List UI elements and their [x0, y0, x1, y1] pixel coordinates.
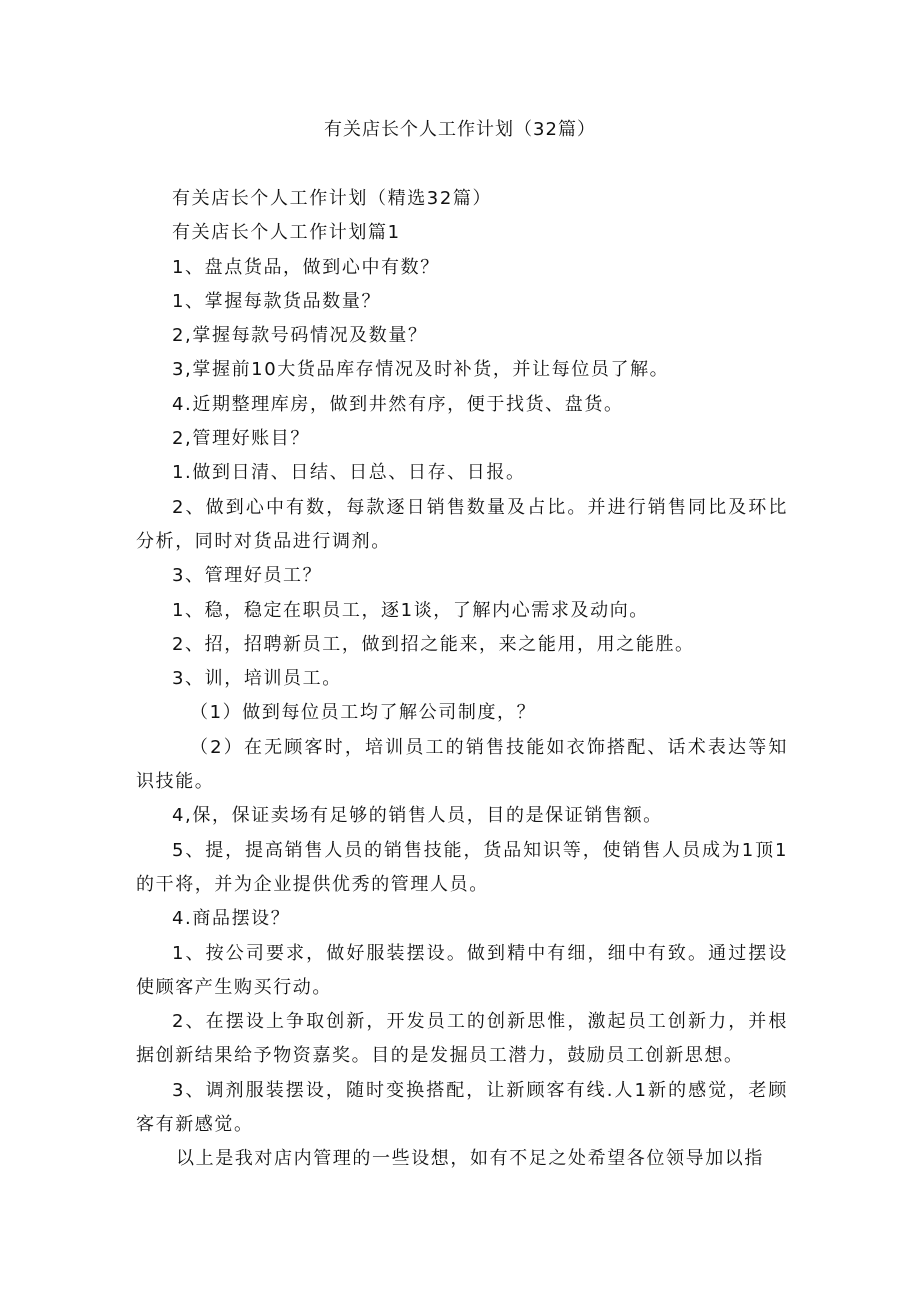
- paragraph: 4.近期整理库房，做到井然有序，便于找货、盘货。: [172, 393, 624, 415]
- paragraph: 2、在摆设上争取创新，开发员工的创新思惟，激起员工创新力，并根据创新结果给予物资嘉奖。目的是发掘员工潜力，鼓励员工创新思想。: [136, 1011, 788, 1067]
- paragraph: 2,管理好账目？: [172, 428, 310, 450]
- paragraph: 4.商品摆设？: [172, 908, 291, 930]
- paragraph: （1）做到每位员工均了解公司制度，？: [190, 702, 537, 724]
- paragraph: 2、招，招聘新员工，做到招之能来，来之能用，用之能胜。: [172, 633, 695, 655]
- paragraph: 1、按公司要求，做好服装摆设。做到精中有细，细中有致。通过摆设使顾客产生购买行动。: [136, 942, 788, 998]
- paragraph: 3、管理好员工？: [172, 565, 323, 587]
- paragraph: 4,保，保证卖场有足够的销售人员，目的是保证销售额。: [172, 805, 663, 827]
- paragraph: 以上是我对店内管理的一些设想，如有不足之处希望各位领导加以指: [176, 1148, 764, 1170]
- paragraph: 1、盘点货品，做到心中有数？: [172, 256, 440, 278]
- paragraph: （2）在无顾客时，培训员工的销售技能如衣饰搭配、话术表达等知识技能。: [136, 736, 788, 793]
- paragraph: 有关店长个人工作计划篇1: [172, 222, 401, 244]
- paragraph: 2,掌握每款号码情况及数量？: [172, 325, 428, 347]
- paragraph: 3、调剂服装摆设，随时变换搭配，让新顾客有线.人1新的感觉，老顾客有新感觉。: [136, 1079, 788, 1136]
- paragraph: 3,掌握前10大货品库存情况及时补货，并让每位员了解。: [172, 359, 670, 381]
- document-body: [136, 182, 788, 1177]
- paragraph: 3、训，培训员工。: [172, 668, 342, 690]
- paragraph: 1、稳，稳定在职员工，逐1谈，了解内心需求及动向。: [172, 599, 649, 621]
- document-title: 有关店长个人工作计划（32篇）: [324, 119, 596, 140]
- paragraph: 1.做到日清、日结、日总、日存、日报。: [172, 462, 526, 484]
- paragraph: 2、做到心中有数，每款逐日销售数量及占比。并进行销售同比及环比分析，同时对货品进行调剂。: [136, 496, 788, 552]
- paragraph: 有关店长个人工作计划（精选32篇）: [172, 188, 493, 209]
- paragraph: 1、掌握每款货品数量？: [172, 290, 382, 312]
- paragraph: 5、提，提高销售人员的销售技能，货品知识等，使销售人员成为1顶1的干将，并为企业提供优秀的管理人员。: [136, 839, 788, 895]
